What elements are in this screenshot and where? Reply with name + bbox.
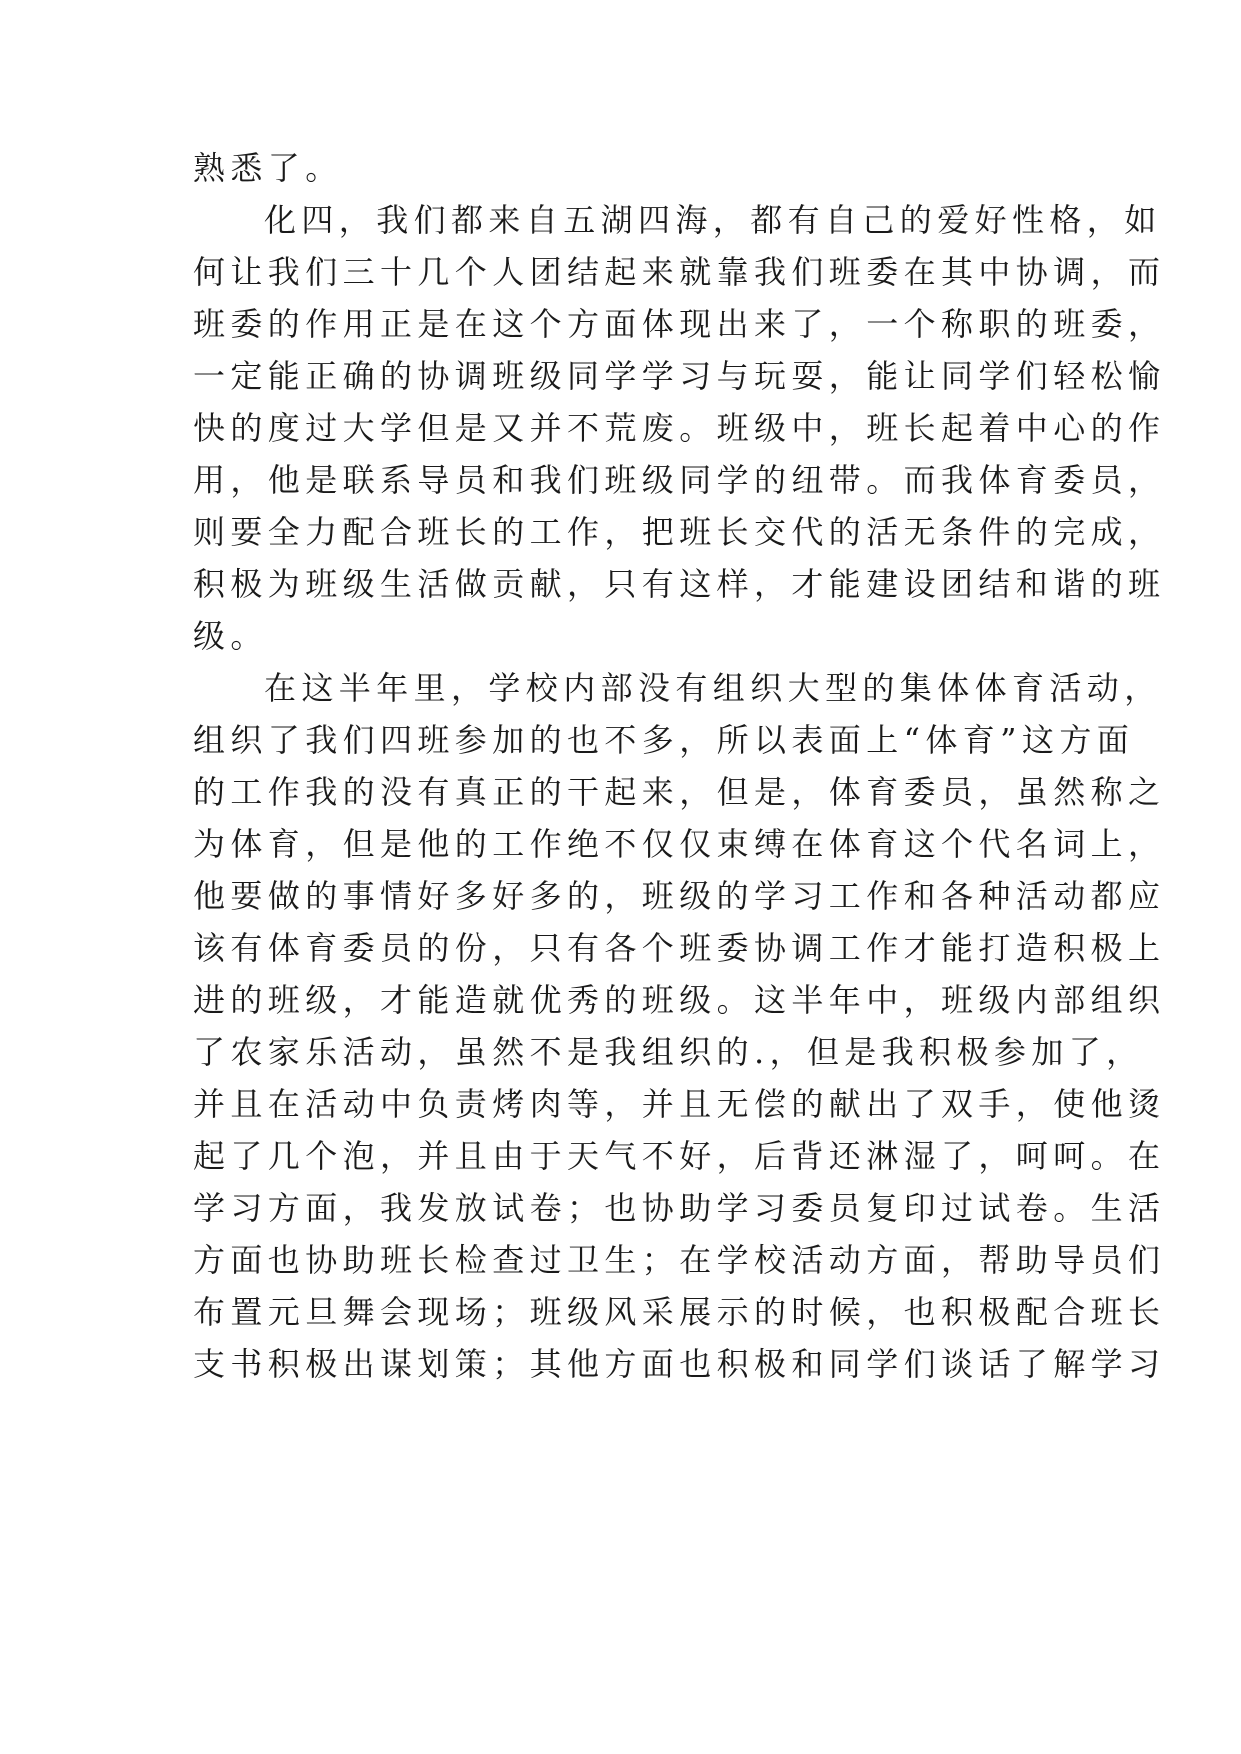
text-line: 起了几个泡，并且由于天气不好，后背还淋湿了，呵呵。在 bbox=[193, 1137, 1166, 1175]
paragraph-start-line: 化四，我们都来自五湖四海，都有自己的爱好性格，如 bbox=[264, 201, 1162, 239]
text-line: 熟悉了。 bbox=[193, 149, 343, 187]
text-line: 何让我们三十几个人团结起来就靠我们班委在其中协调，而 bbox=[193, 253, 1166, 291]
text-line: 组织了我们四班参加的也不多，所以表面上“体育”这方面 bbox=[193, 721, 1135, 759]
text-line: 支书积极出谋划策；其他方面也积极和同学们谈话了解学习 bbox=[193, 1345, 1166, 1383]
text-line: 级。 bbox=[193, 617, 268, 655]
text-line: 学习方面，我发放试卷；也协助学习委员复印过试卷。生活 bbox=[193, 1189, 1166, 1227]
text-line: 并且在活动中负责烤肉等，并且无偿的献出了双手，使他烫 bbox=[193, 1085, 1166, 1123]
text-line: 进的班级，才能造就优秀的班级。这半年中，班级内部组织 bbox=[193, 981, 1166, 1019]
text-line: 用，他是联系导员和我们班级同学的纽带。而我体育委员， bbox=[193, 461, 1166, 499]
text-line: 为体育，但是他的工作绝不仅仅束缚在体育这个代名词上， bbox=[193, 825, 1166, 863]
paragraph-start-line: 在这半年里，学校内部没有组织大型的集体体育活动， bbox=[264, 669, 1162, 707]
text-line: 布置元旦舞会现场；班级风采展示的时候，也积极配合班长 bbox=[193, 1293, 1166, 1331]
text-line: 了农家乐活动，虽然不是我组织的.，但是我积极参加了， bbox=[193, 1033, 1144, 1071]
text-line: 方面也协助班长检查过卫生；在学校活动方面，帮助导员们 bbox=[193, 1241, 1166, 1279]
text-line: 快的度过大学但是又并不荒废。班级中，班长起着中心的作 bbox=[193, 409, 1166, 447]
text-line: 一定能正确的协调班级同学学习与玩耍，能让同学们轻松愉 bbox=[193, 357, 1166, 395]
text-line: 则要全力配合班长的工作，把班长交代的活无条件的完成， bbox=[193, 513, 1166, 551]
text-line: 班委的作用正是在这个方面体现出来了，一个称职的班委， bbox=[193, 305, 1166, 343]
text-line: 的工作我的没有真正的干起来，但是，体育委员，虽然称之 bbox=[193, 773, 1166, 811]
text-line: 积极为班级生活做贡献，只有这样，才能建设团结和谐的班 bbox=[193, 565, 1166, 603]
text-line: 该有体育委员的份，只有各个班委协调工作才能打造积极上 bbox=[193, 929, 1166, 967]
text-line: 他要做的事情好多好多的，班级的学习工作和各种活动都应 bbox=[193, 877, 1166, 915]
